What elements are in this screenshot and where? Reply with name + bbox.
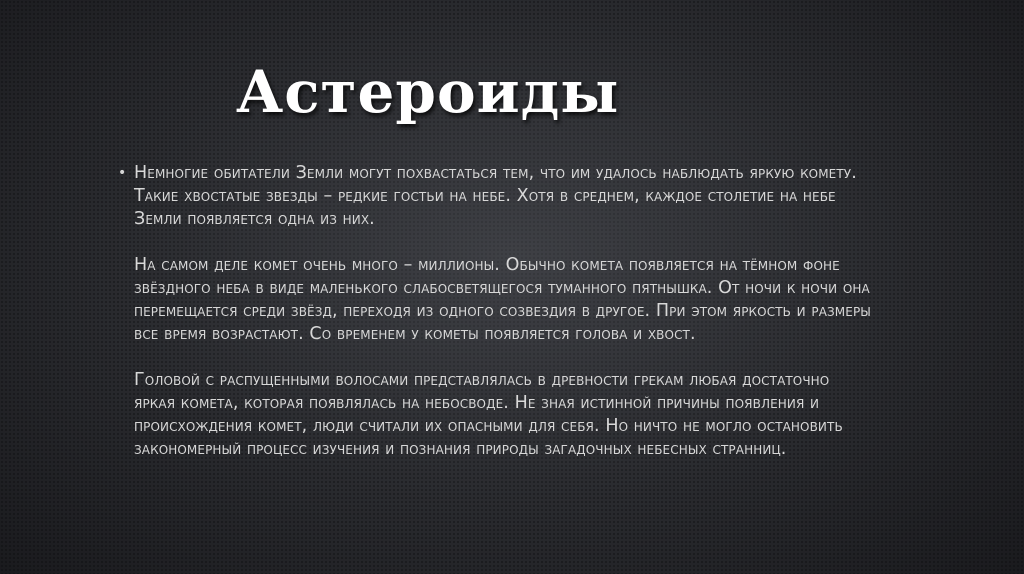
slide-body	[134, 162, 874, 484]
bullet-marker: •	[118, 165, 127, 181]
slide-title: Астероиды	[236, 58, 620, 126]
paragraph-1: Немногие обитатели Земли могут похвастаться тем, что им удалось наблюдать яркую комету. Такие хвостатые звезды – редкие гостьи на небе. Хотя в среднем, каждое столетие на небе Земли появляется одна из них.	[134, 163, 857, 229]
paragraph-3: Головой с распущенными волосами представлялась в древности грекам любая достаточно яркая комета, которая появлялась на небосводе. Не зная истинной причины появления и происхождения комет, люди считали их опасными для себя. Но ничто не могло остановить закономерный процесс изучения и познания природы загадочных небесных странниц.	[134, 370, 843, 459]
paragraph-2: На самом деле комет очень много – миллионы. Обычно комета появляется на тёмном фоне звёздного неба в виде маленького слабосветящегося туманного пятнышка. От ночи к ночи она перемещается среди звёзд, переходя из одного созвездия в другое. При этом яркость и размеры все время возрастают. Со временем у кометы появляется голова и хвост.	[134, 255, 871, 344]
